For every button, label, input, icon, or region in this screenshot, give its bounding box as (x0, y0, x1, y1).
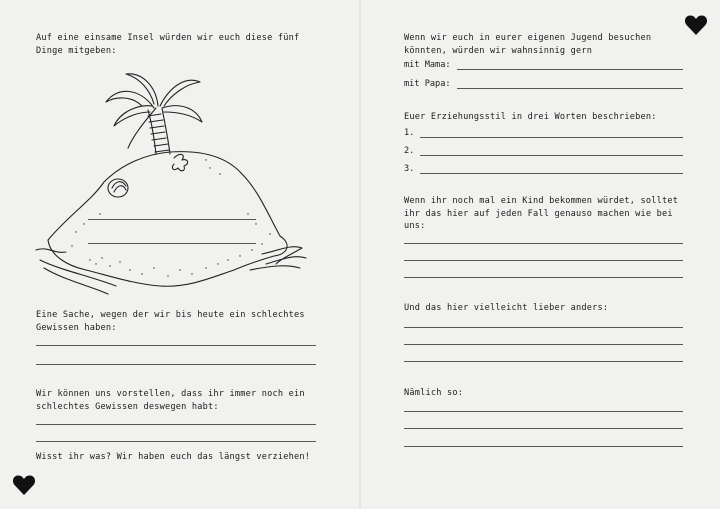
still-guilty-answer-line-2[interactable] (36, 441, 316, 442)
question-parenting-style: Euer Erziehungsstil in drei Worten beschrieben: (404, 112, 657, 122)
how-answer-line-2[interactable] (404, 428, 683, 429)
papa-answer-line[interactable] (457, 88, 683, 89)
label-papa: mit Papa: (404, 79, 451, 89)
island-illustration (30, 64, 320, 296)
another-child-answer-line-1[interactable] (404, 243, 683, 244)
another-child-answer-line-2[interactable] (404, 260, 683, 261)
style-answer-line-3[interactable] (420, 173, 683, 174)
still-guilty-answer-line-1[interactable] (36, 424, 316, 425)
how-answer-line-3[interactable] (404, 446, 683, 447)
question-another-child: Wenn ihr noch mal ein Kind bekommen würdet, solltet ihr das hier auf jeden Fall genauso machen wie bei uns: (404, 196, 679, 232)
mama-answer-line[interactable] (457, 69, 683, 70)
guilt-answer-line-1[interactable] (36, 345, 316, 346)
question-how: Nämlich so: (404, 388, 464, 398)
differently-answer-line-2[interactable] (404, 344, 683, 345)
question-guilt: Eine Sache, wegen der wir bis heute ein schlechtes Gewissen haben: (36, 310, 305, 333)
style-answer-line-1[interactable] (420, 137, 683, 138)
heart-icon (12, 474, 36, 496)
question-differently: Und das hier vielleicht lieber anders: (404, 303, 609, 313)
question-youth: Wenn wir euch in eurer eigenen Jugend besuchen könnten, würden wir wahnsinnig gern (404, 33, 652, 56)
heart-icon (684, 14, 708, 36)
island-answer-line-2[interactable] (88, 243, 256, 244)
number-3: 3. (404, 164, 415, 174)
another-child-answer-line-3[interactable] (404, 277, 683, 278)
island-answer-line-1[interactable] (88, 219, 256, 220)
label-mama: mit Mama: (404, 60, 451, 70)
number-2: 2. (404, 146, 415, 156)
closing-statement: Wisst ihr was? Wir haben euch das längst verziehen! (36, 452, 311, 462)
number-1: 1. (404, 128, 415, 138)
differently-answer-line-1[interactable] (404, 327, 683, 328)
right-page (360, 0, 720, 509)
question-island: Auf eine einsame Insel würden wir euch diese fünf Dinge mitgeben: (36, 33, 300, 56)
guilt-answer-line-2[interactable] (36, 364, 316, 365)
differently-answer-line-3[interactable] (404, 361, 683, 362)
style-answer-line-2[interactable] (420, 155, 683, 156)
how-answer-line-1[interactable] (404, 411, 683, 412)
question-still-guilty: Wir können uns vorstellen, dass ihr immer noch ein schlechtes Gewissen deswegen habt: (36, 389, 305, 412)
